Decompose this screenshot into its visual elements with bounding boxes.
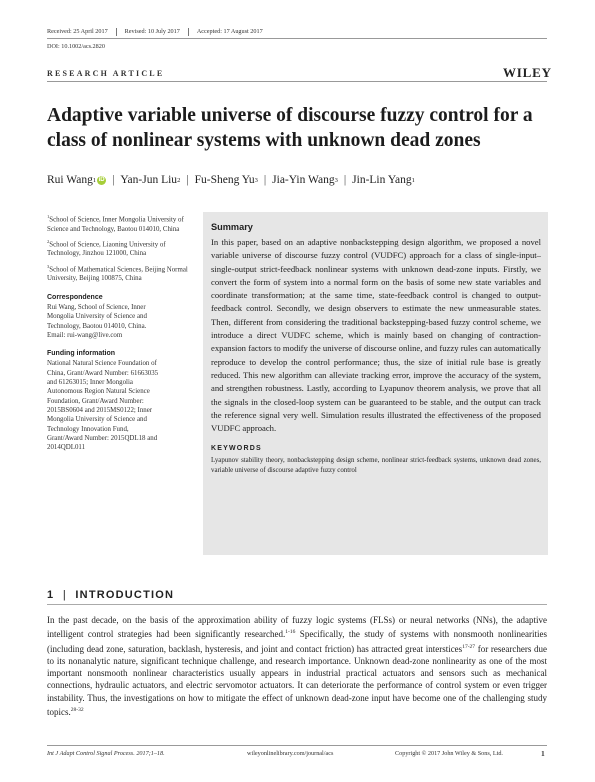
affiliation: $^3$School of Mathematical Sciences, Beijing Normal University, Beijing 100875, China (47, 263, 188, 283)
citation-ref[interactable]: 17-27 (462, 643, 476, 650)
funding-line: China, Grant/Award Number: 61663035 (47, 369, 159, 377)
received-date: Received: 25 April 2017 (47, 28, 108, 35)
correspondence-line: Rui Wang, School of Science, Inner (47, 303, 146, 311)
journal-url[interactable]: wileyonlinelibrary.com/journal/acs (247, 750, 334, 757)
author-separator: | (186, 174, 189, 186)
author-name[interactable]: Yan-Jun Liu (120, 174, 178, 186)
footer-divider (47, 745, 547, 746)
author-name[interactable]: Fu-Sheng Yu (194, 174, 255, 186)
correspondence-heading: Correspondence (47, 293, 103, 301)
journal-citation: Int J Adapt Control Signal Process. 2017;1–18. (47, 750, 165, 757)
correspondence-body (47, 303, 199, 340)
correspondence-email[interactable]: Email: rui-wang@live.com (47, 331, 123, 339)
author-affiliation-ref: 1 (92, 176, 97, 184)
author-name[interactable]: Jin-Lin Yang (352, 174, 412, 186)
funding-line: Grant/Award Number: 2015QDL18 and (47, 434, 158, 442)
funding-body (47, 359, 199, 452)
revised-date: Revised: 10 July 2017 (116, 28, 188, 36)
section-number: 1 (47, 589, 55, 601)
citation-ref[interactable]: 1-16 (285, 629, 296, 636)
author-list (47, 174, 415, 186)
orcid-icon[interactable]: iD (98, 176, 105, 183)
citation-ref[interactable]: 28-32 (70, 707, 84, 714)
summary-text: In this paper, based on an adaptive nonbackstepping design algorithm, we proposed a novel variable universe of discourse fuzzy control (VUDFC) approach for a class of single-input–single-output strict-feedback nonlinear systems with unknown dead-zone inputs. Firstly, we convert the form of system into a normal form on the basis of some new state variables and coordinate transformation; at the same time, state-feedback control is changed to output-feedback control. Secondly, we design observers to estimate the new unmeasurable states. Then, different from considering the traditional backstepping-based fuzzy control scheme, we introduce a direct VUDFC scheme, which is mainly based on changing of contraction-expansion factors to modify the universe of discourse online, and fuzzy rules can automatically reproduce to develop the control performance; thus, the size of initial rule base is greatly reduced. This new algorithm can alleviate tracking error, improve the accuracy of the system, and strengthen robustness. Lastly, according to Lyapunov theorem analysis, we prove that all the signals in the closed-loop system can be guaranteed to be stable, and the output can track the reference signal very well. Simulation results illustrated the effectiveness of the proposed VUDFC approach. (211, 237, 541, 434)
page-number: 1 (541, 749, 545, 758)
author-name[interactable]: Rui Wang (47, 174, 93, 186)
affiliation: $^2$School of Science, Liaoning University of Technology, Jinzhou 121000, China (47, 238, 166, 258)
funding-line: Mongolia University of Science and (47, 416, 147, 424)
paper-title: Adaptive variable universe of discourse fuzzy control for a class of nonlinear systems with unknown dead zones (47, 105, 533, 151)
summary-heading: Summary (211, 222, 253, 232)
funding-line: National Natural Science Foundation of (47, 360, 157, 368)
funding-line: Technology Innovation Fund, (47, 425, 129, 433)
author-affiliation-ref: 1 (411, 176, 415, 184)
funding-line: 2015BS0604 and 2015MS0122; Inner (47, 406, 153, 414)
section-divider (47, 604, 547, 605)
affiliation: $^1$School of Science, Inner Mongolia University of Science and Technology, Baotou 014010, China (47, 214, 184, 233)
copyright-notice: Copyright © 2017 John Wiley & Sons, Ltd. (395, 750, 503, 757)
author-affiliation-ref: 3 (334, 176, 338, 184)
abstract-box (203, 212, 548, 555)
affiliations (47, 212, 199, 284)
title-divider (47, 81, 547, 82)
author-name[interactable]: Jia-Yin Wang (272, 174, 335, 186)
article-type: RESEARCH ARTICLE (47, 69, 165, 78)
article-info-column (47, 212, 199, 452)
introduction-paragraph: In the past decade, on the basis of the approximation ability of fuzzy logic systems (FLSs) or neural networks (NNs), the adaptive intelligent control strategies had been significantly researched.$^{1-16}$ Specifically, the study of systems with nonsmooth nonlinearities (including dead zone, saturation, backlash, hysteresis, and joint and contact friction) has attracted great interstices$^{17-27}$ for researchers due to its nonanalytic nature, significant technique challenge, and research importance. Unknown dead-zone nonlinearity as one of the most important nonsmooth nonlinear characteristics usually appears in industrial practical actuators and sensors such as mechanical connections, hydraulic actuators, and electric servomotor actuators. It can deteriorate the performance of control system or even trigger instability. Thus, the investigations on how to mitigate the effect of unknown dead-zone input have become one of the challenging study topics.$^{28-32}$ (47, 615, 547, 718)
publication-dates (47, 28, 271, 36)
author-separator: | (343, 174, 347, 186)
accepted-date: Accepted: 17 August 2017 (188, 28, 271, 36)
publisher-logo: WILEY (503, 65, 552, 80)
funding-line: Autonomous Region Natural Science (47, 388, 150, 396)
author-separator: | (263, 174, 267, 186)
correspondence-line: Mongolia University of Science and (47, 313, 147, 321)
correspondence-line: Technology, Baotou 014010, China. (47, 322, 147, 330)
author-separator: | (112, 174, 115, 186)
doi[interactable]: DOI: 10.1002/acs.2820 (47, 43, 105, 50)
keywords-heading: KEYWORDS (211, 445, 262, 453)
funding-line: and 61263015; Inner Mongolia (47, 379, 133, 387)
funding-line: Foundation, Grant/Award Number: (47, 397, 144, 405)
author-affiliation-ref: 3 (254, 176, 258, 184)
header-divider (47, 38, 547, 39)
keywords-text: Lyapunov stability theory, nonbackstepping design scheme, nonlinear strict-feedback systems, unknown dead zones, variable universe of discourse adaptive fuzzy control (211, 457, 541, 475)
funding-line: 2014QDL011 (47, 444, 86, 452)
section-title: INTRODUCTION (75, 589, 175, 601)
section-heading-introduction (47, 589, 174, 601)
author-affiliation-ref: 2 (177, 176, 181, 184)
funding-heading: Funding information (47, 350, 116, 358)
section-separator: | (58, 589, 76, 601)
